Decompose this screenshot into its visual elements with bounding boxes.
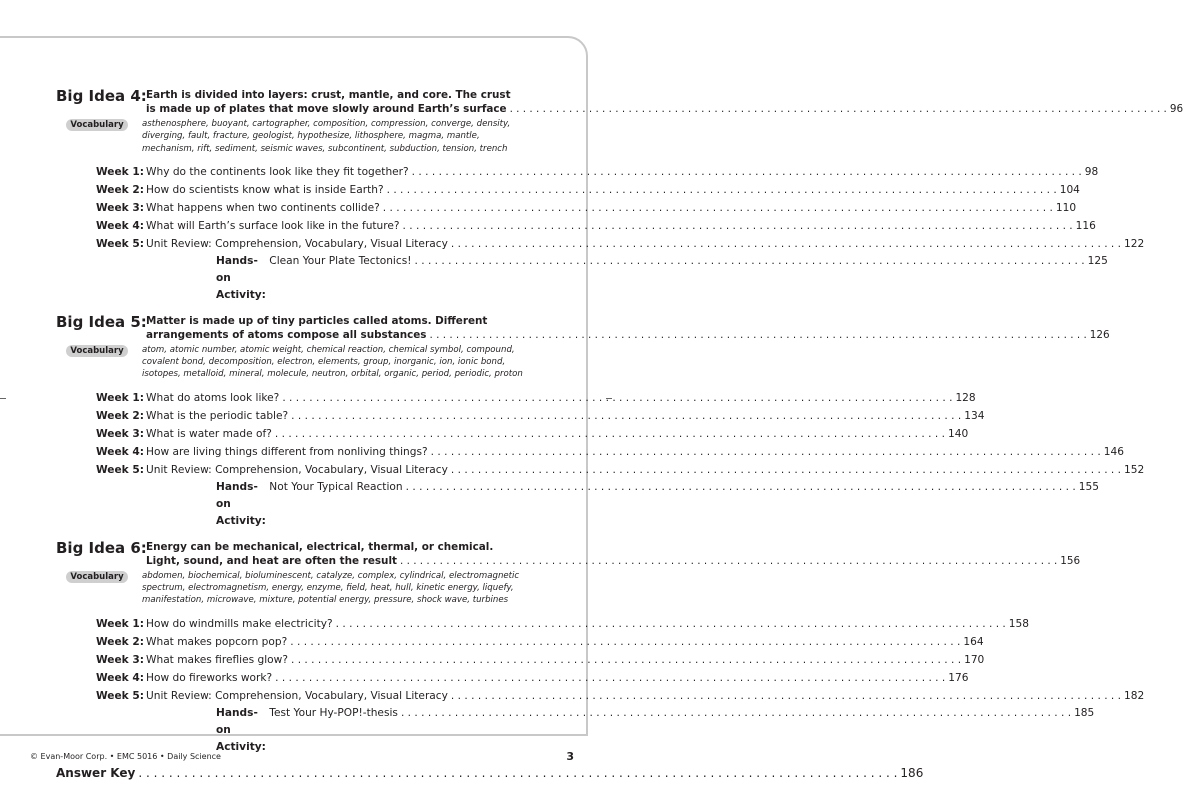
week-page: 152 [1124,463,1145,476]
leader-dots [403,217,1073,235]
big-idea-5-section [56,312,1145,530]
week-page: 122 [1124,237,1145,250]
answer-key-entry[interactable] [56,765,924,780]
week-entry[interactable] [56,217,1096,235]
big-idea-statement-line2[interactable] [146,554,1080,568]
week-page: 158 [1008,617,1030,630]
hands-on-activity-entry[interactable] [216,705,1095,756]
leader-dots [430,328,1087,342]
week-title [146,217,1096,235]
big-idea-statement-text: Light, sound, and heat are often the result [146,554,397,567]
leader-dots [291,651,961,669]
big-idea-label: Big Idea 6: [56,538,147,557]
week-label: Week 2: [95,409,144,422]
week-page: 176 [948,671,969,684]
week-page: 104 [1059,183,1080,196]
hands-on-activity-entry[interactable] [216,253,1108,304]
week-label: Week 3: [95,427,144,440]
big-idea-list [56,87,1183,756]
leader-dots [400,554,1057,568]
week-page: 110 [1055,201,1077,214]
big-idea-statement-page: 156 [1060,554,1081,567]
answer-key-page: 186 [900,765,924,780]
week-label: Week 1: [95,391,144,404]
week-label: Week 3: [95,201,144,214]
big-idea-label: Big Idea 4: [56,87,147,105]
hands-on-page: 125 [1087,254,1108,267]
week-title [146,181,1080,199]
week-text: Unit Review: Comprehension, Vocabulary, Visual Literacy [146,237,448,250]
week-title [146,425,968,443]
week-entry[interactable] [56,669,969,687]
week-entry[interactable] [56,389,976,407]
week-list [56,163,1145,304]
big-idea-body [146,88,1183,116]
week-entry[interactable] [56,163,1099,181]
leader-dots [510,102,1167,116]
week-text: How are living things different from nonliving things? [146,445,428,458]
hands-on-title: Clean Your Plate Tectonics! [269,254,412,267]
big-idea-statement-page: 126 [1089,328,1110,341]
week-entry[interactable] [56,199,1077,217]
week-text: How do fireworks work? [146,671,273,684]
week-label: Week 1: [95,165,144,178]
vocabulary-badge: Vocabulary [66,119,128,131]
week-label: Week 5: [95,689,144,702]
margin-tick-left [0,398,6,399]
week-title [146,687,1144,705]
hands-on-activity-entry[interactable] [216,479,1099,530]
leader-dots [275,425,945,443]
week-label: Week 2: [95,183,144,196]
hands-on-label: Hands-on Activity: [216,480,266,527]
week-text: What do atoms look like? [146,391,280,404]
week-text: What makes popcorn pop? [146,635,288,648]
week-title [146,199,1076,217]
week-text: Why do the continents look like they fit together? [146,165,409,178]
hands-on-title: Not Your Typical Reaction [269,480,403,493]
vocabulary-badge: Vocabulary [66,571,128,583]
week-title [146,407,984,425]
week-entry[interactable] [56,181,1080,199]
big-idea-statement-line2[interactable] [146,328,1110,342]
hands-on-page: 185 [1074,706,1095,719]
leader-dots [387,181,1057,199]
week-title [146,163,1098,181]
big-idea-label: Big Idea 5: [56,312,147,331]
leader-dots [406,479,1076,496]
week-page: 98 [1084,165,1099,178]
footer-credit: © Evan-Moor Corp. • EMC 5016 • Daily Science [30,752,221,761]
big-idea-statement-text: is made up of plates that move slowly around Earth’s surface [146,103,507,115]
big-idea-header [56,87,1183,116]
vocabulary-row [56,344,532,381]
big-idea-body [146,314,1110,342]
week-text: Unit Review: Comprehension, Vocabulary, Visual Literacy [146,463,448,476]
week-label: Week 1: [95,617,144,630]
week-page: 134 [964,409,985,422]
leader-dots [336,615,1006,633]
big-idea-statement-line2[interactable] [146,102,1183,116]
answer-key-label: Answer Key [56,765,136,780]
week-entry[interactable] [56,687,1145,705]
leader-dots [401,705,1071,722]
leader-dots [138,766,897,780]
leader-dots [431,443,1101,461]
week-title [146,461,1144,479]
leader-dots [451,461,1121,479]
leader-dots [383,199,1053,217]
week-title [146,235,1144,253]
vocabulary-list: atom, atomic number, atomic weight, chemical reaction, chemical symbol, compound, covalent bond, decomposition, electron, elements, group, inorganic, ion, ionic bond, isotopes, metalloid, mineral, molecule, neutron, orbital, organic, period, periodic, proton [142,344,523,380]
week-list [56,389,1145,530]
week-text: How do windmills make electricity? [146,617,333,630]
week-title [146,633,984,651]
week-entry[interactable] [56,443,1124,461]
big-idea-statement-line1: Energy can be mechanical, electrical, thermal, or chemical. [146,540,494,553]
week-label: Week 4: [95,445,144,458]
week-title [146,651,984,669]
week-page: 164 [963,635,984,648]
leader-dots [451,687,1121,705]
week-entry[interactable] [56,407,985,425]
hands-on-label: Hands-on Activity: [216,254,266,301]
big-idea-statement-page: 96 [1169,103,1183,115]
leader-dots [282,389,952,407]
big-idea-statement-line1: Matter is made up of tiny particles called atoms. Different [146,314,488,327]
vocabulary-badge: Vocabulary [66,345,128,357]
week-page: 170 [964,653,985,666]
week-label: Week 5: [95,237,144,250]
week-entry[interactable] [56,461,1145,479]
week-text: What will Earth’s surface look like in the future? [146,219,400,232]
week-label: Week 5: [95,463,144,476]
big-idea-4-section [56,87,1183,304]
vocabulary-list: abdomen, biochemical, bioluminescent, catalyze, complex, cylindrical, electromagnetic spectrum, electromagnetism, energy, enzyme, field, heat, hull, kinetic energy, liquefy, manifestation, microwave, mixture, potential energy, pressure, shock wave, turbines [142,570,520,606]
week-page: 140 [947,427,969,440]
week-entry[interactable] [56,633,984,651]
leader-dots [290,633,960,651]
week-page: 128 [955,391,976,404]
big-idea-statement-line1: Earth is divided into layers: crust, mantle, and core. The crust [146,89,511,101]
week-entry[interactable] [56,235,1145,253]
leader-dots [414,253,1084,270]
week-page: 116 [1075,219,1096,232]
week-text: What happens when two continents collide? [146,201,380,214]
big-idea-statement-text: arrangements of atoms compose all substances [146,328,427,341]
leader-dots [412,163,1082,181]
week-page: 182 [1124,689,1145,702]
week-text: What is water made of? [146,427,272,440]
week-entry[interactable] [56,425,969,443]
week-text: How do scientists know what is inside Earth? [146,183,384,196]
hands-on-title: Test Your Hy-POP!-thesis [269,706,398,719]
leader-dots [291,407,961,425]
week-page: 146 [1103,445,1124,458]
week-title [146,615,1029,633]
table-of-contents [56,87,1183,780]
week-entry[interactable] [56,651,985,669]
week-entry[interactable] [56,615,1030,633]
hands-on-page: 155 [1078,480,1099,493]
page-number: 3 [566,750,574,763]
leader-dots [275,669,945,687]
week-text: What is the periodic table? [146,409,289,422]
week-title [146,443,1124,461]
leader-dots [451,235,1121,253]
vocabulary-list: asthenosphere, buoyant, cartographer, composition, compression, converge, density, diverging, fault, fracture, geologist, hypothesize, lithosphere, magma, mantle, mechanism, rift, sediment, seismic waves, subcontinent, subduction, tension, trench [142,119,511,154]
vocabulary-row [56,570,532,607]
week-text: What makes fireflies glow? [146,653,288,666]
week-label: Week 4: [95,219,144,232]
week-label: Week 3: [95,653,144,666]
week-text: Unit Review: Comprehension, Vocabulary, Visual Literacy [146,689,448,702]
week-title [146,389,976,407]
week-title [146,669,969,687]
hands-on-label: Hands-on Activity: [216,706,266,753]
week-list [56,615,1145,756]
vocabulary-row [56,118,532,155]
big-idea-body [146,540,1080,568]
big-idea-header [56,312,1110,342]
week-label: Week 2: [95,635,144,648]
big-idea-header [56,538,1081,568]
week-label: Week 4: [95,671,144,684]
big-idea-6-section [56,538,1145,756]
